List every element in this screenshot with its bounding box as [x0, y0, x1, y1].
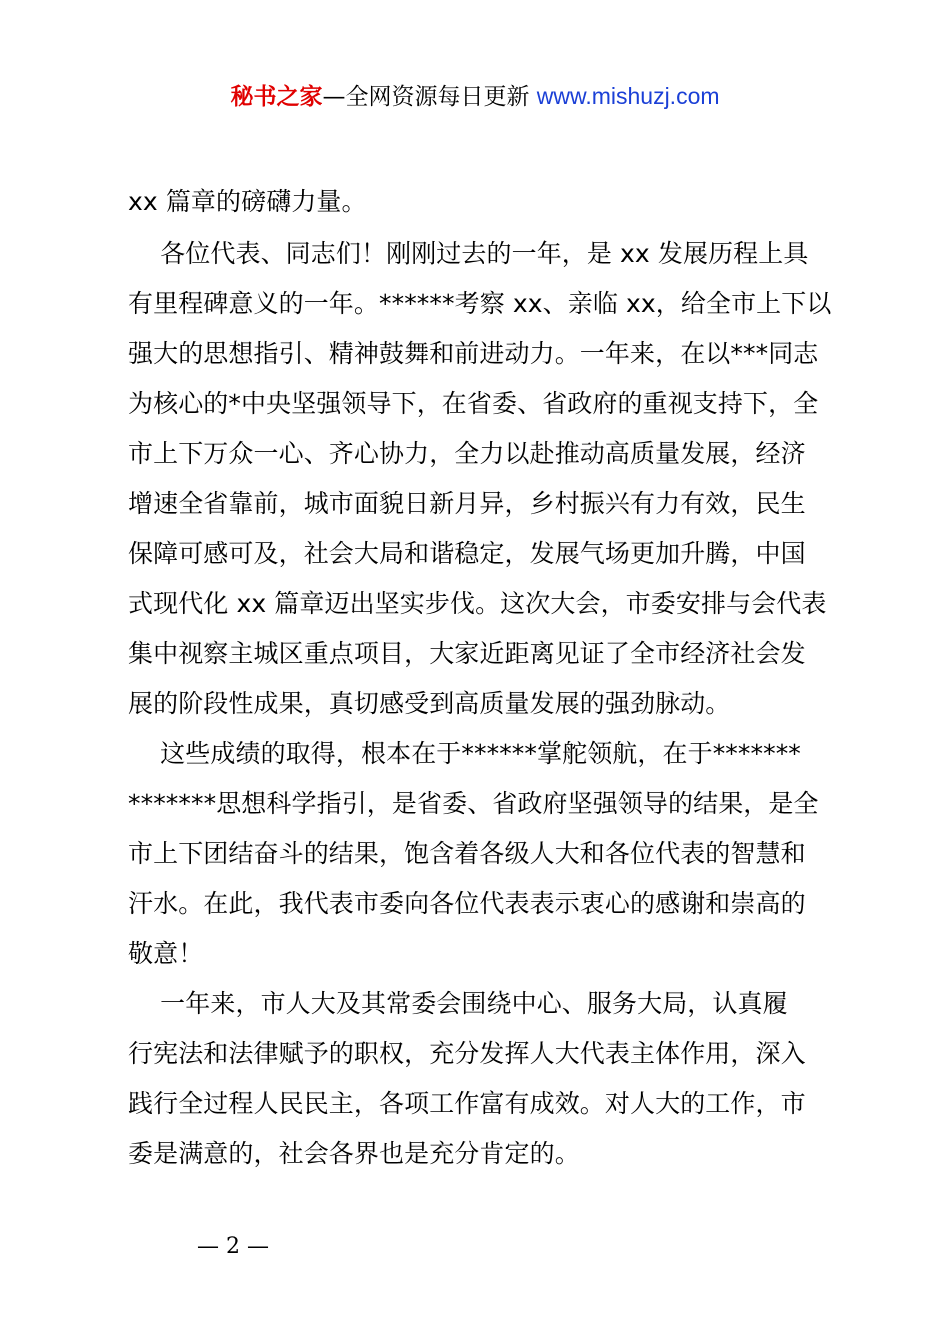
text-line: 强大的思想指引、精神鼓舞和前进动力。一年来，在以***同志 [128, 339, 819, 368]
page-number: — 2 — [197, 1234, 269, 1259]
text-line: *******思想科学指引，是省委、省政府坚强领导的结果，是全 [128, 789, 819, 818]
site-url-link[interactable]: www.mishuzj.com [536, 83, 720, 109]
text-line: 市上下团结奋斗的结果，饱含着各级人大和各位代表的智慧和 [128, 839, 806, 868]
text-line: xx 篇章的磅礴力量。 [128, 187, 367, 216]
text-line: 汗水。在此，我代表市委向各位代表表示衷心的感谢和崇高的 [128, 889, 806, 918]
text-line: 保障可感可及，社会大局和谐稳定，发展气场更加升腾，中国 [128, 539, 806, 568]
brand-name: 秘书之家 [230, 84, 323, 110]
text-line: 敬意！ [128, 939, 204, 968]
header-tagline: —全网资源每日更新 [322, 84, 530, 110]
text-line: 这些成绩的取得，根本在于******掌舵领航，在于******* [128, 739, 801, 768]
site-header [0, 78, 950, 115]
text-line: 行宪法和法律赋予的职权，充分发挥人大代表主体作用，深入 [128, 1039, 806, 1068]
text-line: 增速全省靠前，城市面貌日新月异，乡村振兴有力有效，民生 [128, 489, 806, 518]
text-line: 各位代表、同志们！刚刚过去的一年，是 xx 发展历程上具 [128, 239, 809, 268]
text-line: 一年来，市人大及其常委会围绕中心、服务大局，认真履 [128, 989, 788, 1018]
text-line: 式现代化 xx 篇章迈出坚实步伐。这次大会，市委安排与会代表 [128, 589, 827, 618]
text-line: 委是满意的，社会各界也是充分肯定的。 [128, 1139, 580, 1168]
text-line: 展的阶段性成果，真切感受到高质量发展的强劲脉动。 [128, 689, 731, 718]
text-line: 市上下万众一心、齐心协力，全力以赴推动高质量发展，经济 [128, 439, 806, 468]
text-line: 践行全过程人民民主，各项工作富有成效。对人大的工作，市 [128, 1089, 806, 1118]
text-line: 为核心的*中央坚强领导下，在省委、省政府的重视支持下，全 [128, 389, 819, 418]
text-line: 集中视察主城区重点项目，大家近距离见证了全市经济社会发 [128, 639, 806, 668]
text-line: 有里程碑意义的一年。******考察 xx、亲临 xx，给全市上下以 [128, 289, 832, 318]
